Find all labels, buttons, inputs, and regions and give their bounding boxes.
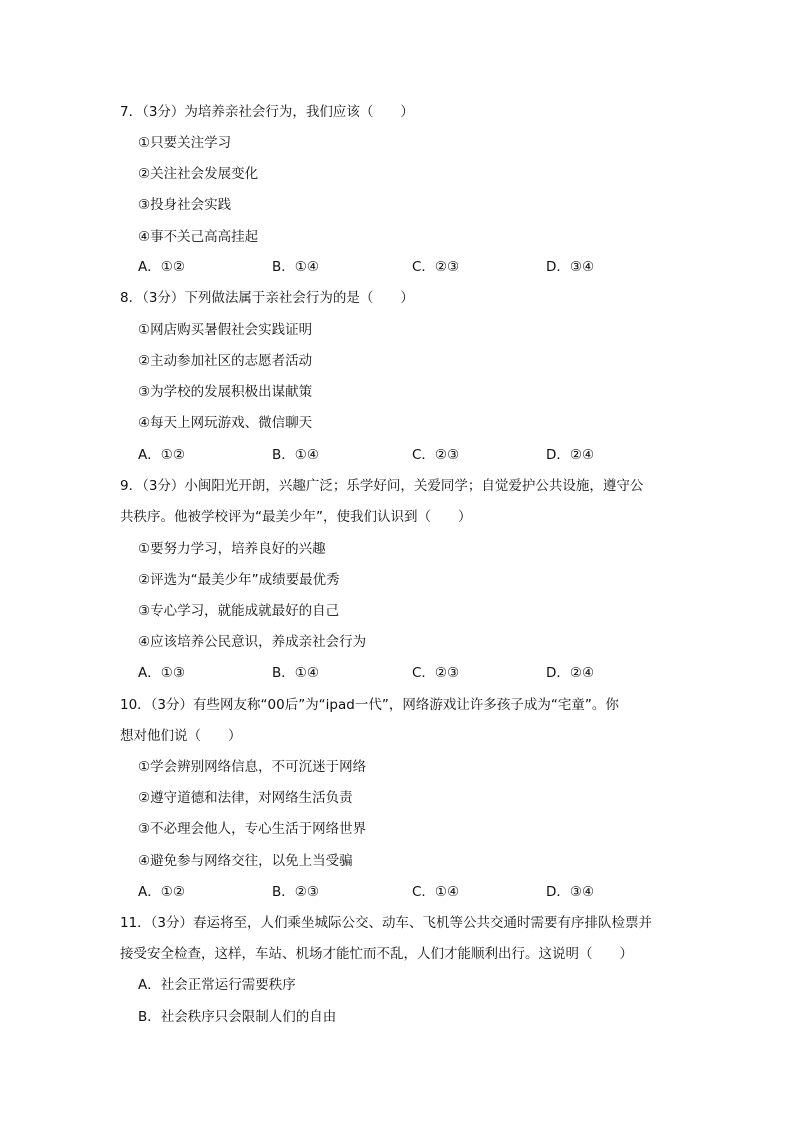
statement-4: ④避免参与网络交往，以免上当受骗 bbox=[138, 853, 353, 869]
option-c: C．②③ bbox=[412, 259, 460, 275]
question-stem: 7．（3分）为培养亲社会行为，我们应该（ ） bbox=[120, 104, 414, 120]
option-d: D．③④ bbox=[546, 259, 595, 275]
question-stem-line-2: 接受安全检查，这样，车站、机场才能忙而不乱，人们才能顺利出行。这说明（ ） bbox=[120, 946, 633, 962]
option-a: A．①③ bbox=[138, 665, 185, 681]
option-d: D．②④ bbox=[546, 665, 595, 681]
option-b: B．①④ bbox=[272, 259, 319, 275]
option-a: A．①② bbox=[138, 447, 185, 463]
question-stem-line-1: 9．（3分）小闽阳光开朗，兴趣广泛；乐学好问，关爱同学；自觉爱护公共设施，遵守公 bbox=[120, 478, 644, 494]
statement-3: ③投身社会实践 bbox=[138, 197, 232, 213]
option-b: B．社会秩序只会限制人们的自由 bbox=[138, 1009, 337, 1025]
option-d: D．②④ bbox=[546, 447, 595, 463]
question-stem-line-2: 想对他们说（ ） bbox=[120, 728, 242, 744]
question-stem-line-2: 共秩序。他被学校评为“最美少年”，使我们认识到（ ） bbox=[120, 509, 472, 525]
statement-1: ①只要关注学习 bbox=[138, 135, 232, 151]
question-stem: 8．（3分）下列做法属于亲社会行为的是（ ） bbox=[120, 290, 414, 306]
statement-4: ④每天上网玩游戏、微信聊天 bbox=[138, 415, 313, 431]
option-c: C．②③ bbox=[412, 447, 460, 463]
option-c: C．②③ bbox=[412, 665, 460, 681]
question-stem-line-1: 10．（3分）有些网友称“00后”为“ipad一代”，网络游戏让许多孩子成为“宅童”。你 bbox=[120, 697, 619, 713]
option-a: A．①② bbox=[138, 259, 185, 275]
statement-1: ①要努力学习，培养良好的兴趣 bbox=[138, 541, 326, 557]
statement-2: ②评选为“最美少年”成绩要最优秀 bbox=[138, 572, 340, 588]
statement-4: ④应该培养公民意识，养成亲社会行为 bbox=[138, 634, 367, 650]
option-a: A．①② bbox=[138, 884, 185, 900]
statement-4: ④事不关己高高挂起 bbox=[138, 229, 259, 245]
statement-2: ②遵守道德和法律，对网络生活负责 bbox=[138, 790, 353, 806]
option-b: B．①④ bbox=[272, 447, 319, 463]
statement-3: ③为学校的发展积极出谋献策 bbox=[138, 384, 313, 400]
statement-3: ③不必理会他人，专心生活于网络世界 bbox=[138, 821, 367, 837]
option-c: C．①④ bbox=[412, 884, 460, 900]
statement-1: ①学会辨别网络信息，不可沉迷于网络 bbox=[138, 759, 367, 775]
question-stem-line-1: 11．（3分）春运将至，人们乘坐城际公交、动车、飞机等公共交通时需要有序排队检票并 bbox=[120, 915, 653, 931]
option-d: D．③④ bbox=[546, 884, 595, 900]
option-b: B．①④ bbox=[272, 665, 319, 681]
statement-3: ③专心学习，就能成就最好的自己 bbox=[138, 603, 340, 619]
option-a: A．社会正常运行需要秩序 bbox=[138, 977, 296, 993]
option-b: B．②③ bbox=[272, 884, 319, 900]
statement-2: ②主动参加社区的志愿者活动 bbox=[138, 353, 313, 369]
statement-1: ①网店购买暑假社会实践证明 bbox=[138, 322, 313, 338]
statement-2: ②关注社会发展变化 bbox=[138, 166, 259, 182]
